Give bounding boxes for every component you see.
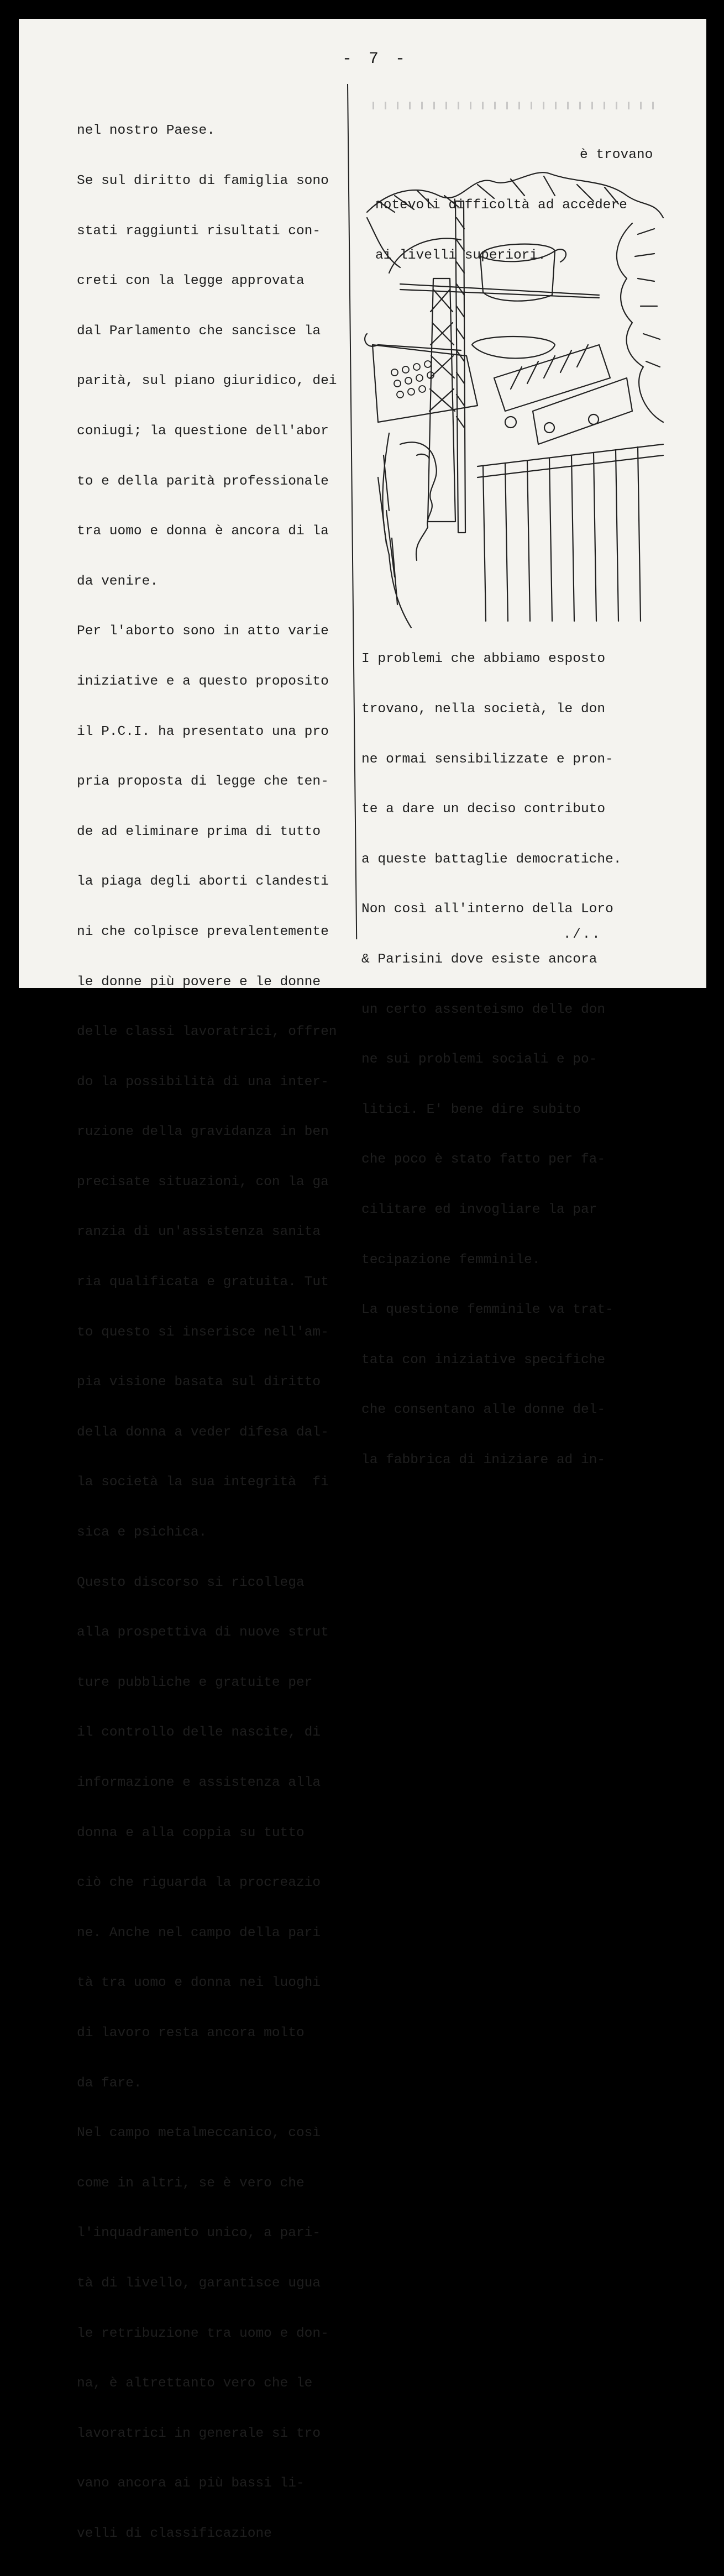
text-line: to questo si inserisce nell'am- [77,1324,329,1340]
text-line: l'inquadramento unico, a pari- [77,2226,321,2241]
text-line: Per l'aborto sono in atto varie [77,624,329,639]
text-line: un certo assenteismo delle don [361,1002,606,1017]
page-number: - 7 - [342,50,409,69]
woman-eye [417,454,429,458]
text-line: tecipazione femminile. [361,1252,541,1268]
left-column-text [77,90,337,2576]
hill-hatching [378,176,618,212]
text-line: ni che colpisce prevalentemente [77,924,329,939]
typewriter-roll [365,334,461,350]
text-line: la fabbrica di iniziare ad in- [361,1452,606,1468]
text-line: informazione e assistenza alla [77,1775,321,1790]
fence-posts [483,447,641,621]
text-line: & Parisini dove esiste ancora [361,951,597,967]
text-line: da venire. [77,574,159,589]
text-line: na, è altrettanto vero che le [77,2376,313,2391]
woman-face [400,442,437,560]
text-line: do la possibilità di una inter- [77,1074,329,1090]
text-line: è trovano [580,148,653,163]
text-line: velli di classificazione [77,2526,272,2541]
right-column-bottom-text [361,618,621,1502]
text-line: creti con la legge approvata [77,274,305,289]
text-line: le donne più povere e le donne [77,974,321,990]
text-line: Questo discorso si ricollega [77,1575,305,1590]
text-line: te a dare un deciso contributo [361,802,606,817]
text-line: come in altri, se è vero che [77,2175,305,2191]
text-line: de ad eliminare prima di tutto [77,824,321,839]
text-line: Nel campo metalmeccanico, così [77,2126,321,2141]
continuation-mark: ./.. [563,927,602,942]
text-line: lavoratrici in generale si tro [77,2426,321,2441]
crane-arm [400,284,599,298]
text-line: to e della parità professionale [77,474,329,489]
text-line: ne sui problemi sociali e po- [361,1052,597,1068]
text-line: da fare. [77,2075,142,2091]
woman-hair-strands [378,455,397,604]
column-divider [347,84,357,939]
text-line: stati raggiunti risultati con- [77,223,321,239]
text-line: parità, sul piano giuridico, dei [77,374,337,389]
text-line: il P.C.I. ha presentato una pro [77,724,329,739]
hill-sketch [367,172,663,218]
text-line: che poco è stato fatto per fa- [361,1152,606,1168]
left-shoulder [367,218,400,267]
text-line: precisate situazioni, con la ga [77,1174,329,1190]
text-line: la società la sua integrità fi [77,1475,329,1490]
typewriter-body [373,345,478,422]
text-line: ai livelli superiori. [375,248,546,263]
text-line: ne. Anche nel campo della pari [77,1925,321,1941]
right-hair-hatching [635,229,660,367]
text-line: le retribuzione tra uomo e don- [77,2326,329,2341]
text-line: I problemi che abbiamo esposto [361,651,606,667]
text-line: trovano, nella società, le don [361,702,606,717]
shed-roof-2 [533,378,632,444]
text-line: iniziative e a questo proposito [77,674,329,689]
text-line: vano ancora ai più bassi li- [77,2476,305,2491]
text-line: notevoli difficoltà ad accedere [375,198,627,213]
hand-drawn-illustration [367,179,663,628]
text-line: che consentano alle donne del- [361,1402,606,1418]
text-line: coniugi; la questione dell'abor [77,423,329,439]
text-line: Se sul diritto di famiglia sono [77,174,329,188]
text-line: La questione femminile va trat- [361,1302,613,1318]
text-line: della donna a veder difesa dal- [77,1424,329,1440]
text-line: ture pubbliche e gratuite per [77,1675,313,1690]
text-line: il controllo delle nascite, di [77,1725,321,1741]
text-line: tata con iniziative specifiche [361,1352,606,1368]
text-line: cilitare ed invogliare la par [361,1202,597,1217]
text-line: a queste battaglie democratiche. [361,851,622,867]
crane-lattice [457,218,464,428]
text-line: tra uomo e donna è ancora di la [77,524,329,539]
pot-handle [555,249,566,262]
text-line: alla prospettiva di nuove strut [77,1625,329,1641]
pot-rim [480,251,555,261]
document-page [19,19,706,2541]
text-line: nel nostro Paese. [77,123,215,139]
text-line: ciò che riguarda la procreazio [77,1875,321,1891]
text-line: ruzione della gravidanza in ben [77,1124,329,1140]
text-line: tà tra uomo e donna nei luoghi [77,1975,321,1991]
shed-roof [494,345,610,411]
text-line: sica e psichica. [77,1525,207,1541]
text-line: di lavoro resta ancora molto [77,2025,305,2041]
text-line: dal Parlamento che sancisce la [77,323,321,339]
text-line: delle classi lavoratrici, offren [77,1024,337,1040]
right-face-contour [617,223,663,422]
text-line: ria qualificata e gratuita. Tut [77,1275,329,1290]
text-line: la piaga degli aborti clandesti [77,874,329,890]
text-line: ranzia di un'assistenza sanita [77,1224,321,1240]
text-line: Non così all'interno della Loro [361,902,613,917]
text-line: tà di livello, garantisce ugua [77,2275,321,2291]
typewriter-keys [391,361,434,398]
text-line: litici. E' bene dire subito [361,1102,581,1117]
text-line: pria proposta di legge che ten- [77,774,329,790]
text-line: ne ormai sensibilizzate e pron- [361,751,613,767]
text-line: pia visione basata sul diritto [77,1375,321,1390]
faded-text-line [373,102,660,109]
text-line: donna e alla coppia su tutto [77,1825,305,1841]
pot-lower [472,337,555,358]
